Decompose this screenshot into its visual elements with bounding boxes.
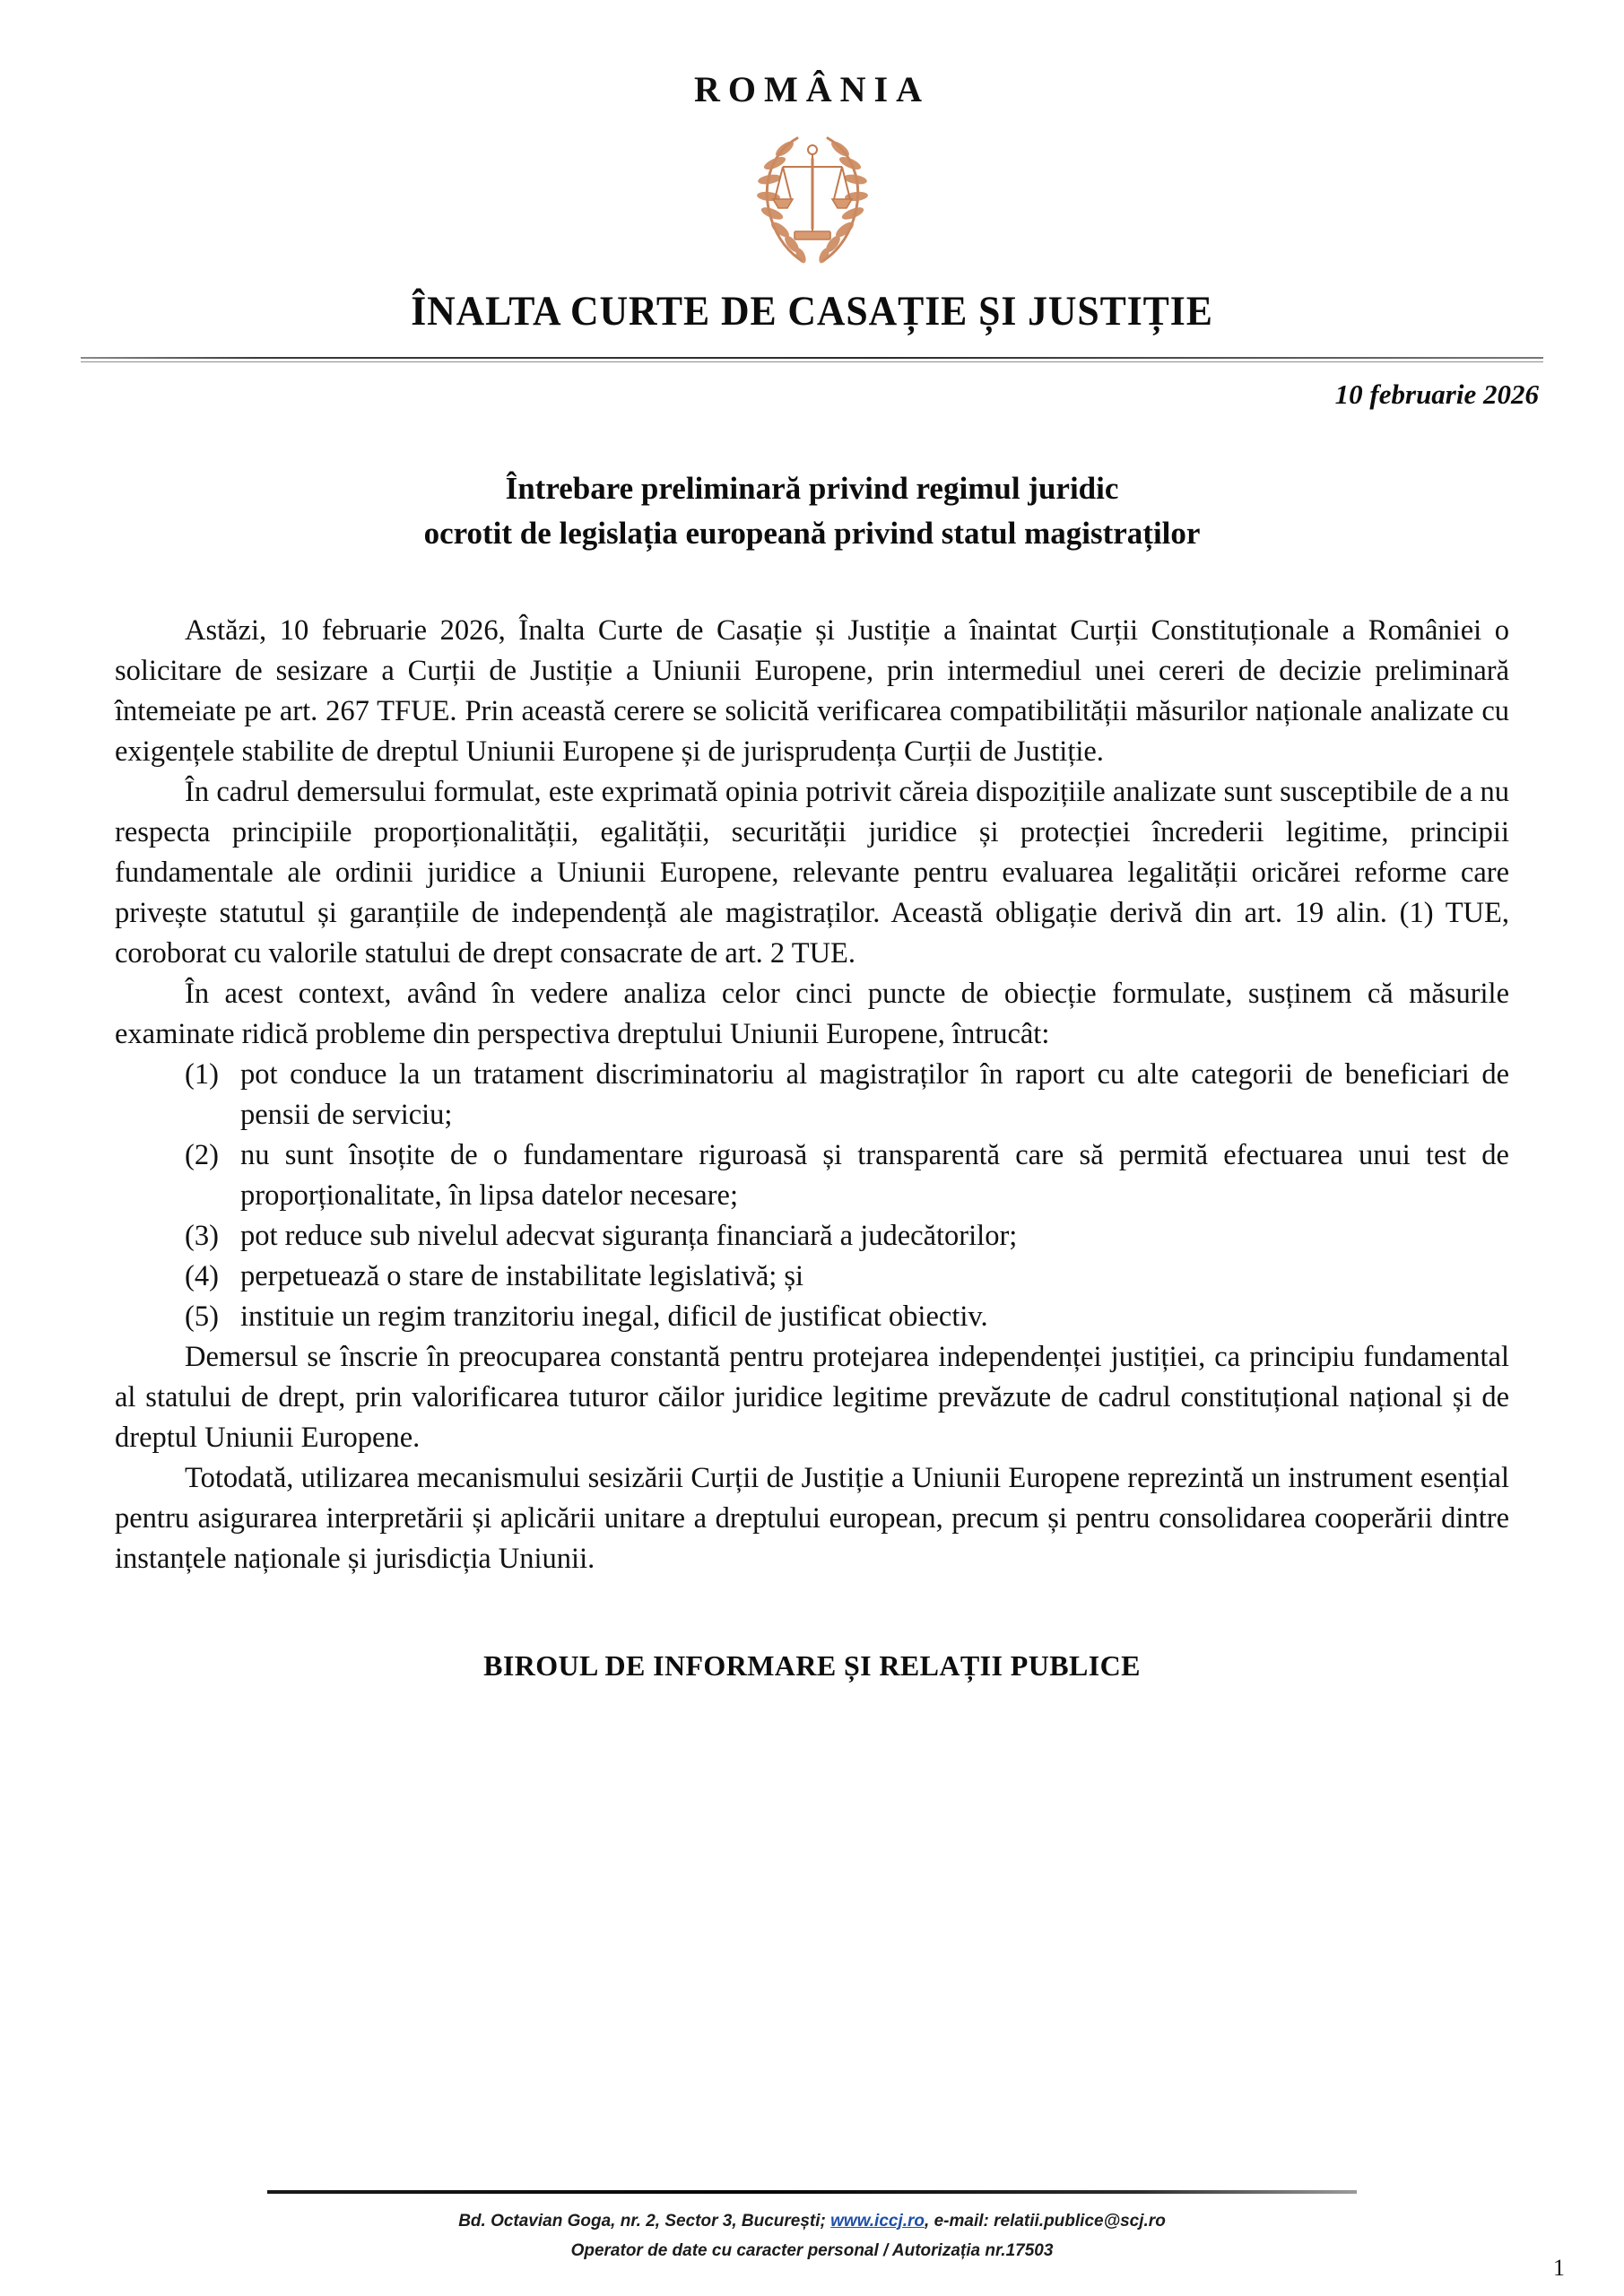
scales-of-justice-laurel-wreath-icon bbox=[745, 126, 880, 269]
list-item-number: (1) bbox=[185, 1058, 219, 1091]
paragraph-3: În acest context, având în vedere analiza celor cinci puncte de obiecție formulate, susținem că măsurile examinate ridică probleme din perspectiva dreptului Uniunii Europene, întrucât: bbox=[115, 978, 1509, 1051]
institution-title: ÎNALTA CURTE DE CASAȚIE ȘI JUSTIȚIE bbox=[411, 288, 1213, 335]
list-item-text: pot conduce la un tratament discriminatoriu al magistraților în raport cu alte categorii de beneficiari de pensii de serviciu; bbox=[240, 1058, 1509, 1132]
list-item-text: nu sunt însoțite de o fundamentare riguroasă și transparentă care să permită efectuarea unui test de proporționalitate, în lipsa datelor necesare; bbox=[240, 1139, 1509, 1213]
list-item-number: (5) bbox=[185, 1300, 219, 1334]
signoff-office: BIROUL DE INFORMARE ȘI RELAȚII PUBLICE bbox=[483, 1649, 1141, 1683]
list-item bbox=[185, 1297, 1509, 1337]
page-footer bbox=[0, 2190, 1624, 2266]
document-body bbox=[115, 611, 1509, 1579]
list-item-text: perpetuează o stare de instabilitate legislativă; și bbox=[240, 1260, 804, 1293]
paragraph-1: Astăzi, 10 februarie 2026, Înalta Curte de Casație și Justiție a înaintat Curții Constituționale a României o solicitare de sesizare a Curții de Justiție a Uniunii Europene, prin intermediul unei cereri de decizie preliminară întemeiate pe art. 267 TFUE. Prin această cerere se solicită verificarea compatibilității măsurilor naționale analizate cu exigențele stabilite de dreptul Uniunii Europene și de jurisprudența Curții de Justiție. bbox=[115, 614, 1509, 769]
paragraph-2: În cadrul demersului formulat, este exprimată opinia potrivit căreia dispozițiile analizate sunt susceptibile de a nu respecta principiile proporționalității, egalității, securității juridice și protecției încrederii legitime, principii fundamentale ale ordinii juridice a Uniunii Europene, relevante pentru evaluarea legalității oricărei reforme care privește statutul și garanțiile de independență ale magistraților. Această obligație derivă din art. 19 alin. (1) TUE, coroborat cu valorile statului de drept consacrate de art. 2 TUE. bbox=[115, 776, 1509, 970]
objection-list bbox=[115, 1055, 1509, 1337]
paragraph-5: Totodată, utilizarea mecanismului sesizării Curții de Justiție a Uniunii Europene reprezintă un instrument esențial pentru asigurarea interpretării și aplicării unitare a dreptului european, precum și pentru consolidarea cooperării dintre instanțele naționale și jurisdicția Uniunii. bbox=[115, 1462, 1509, 1576]
website-link[interactable]: www.iccj.ro bbox=[830, 2211, 925, 2231]
list-item bbox=[185, 1257, 1509, 1297]
paragraph-4: Demersul se înscrie în preocuparea constantă pentru protejarea independenței justiției, ca principiu fundamental al statului de drept, prin valorificarea tuturor căilor juridice legitime prevăzute de cadrul constituțional național și de dreptul Uniunii Europene. bbox=[115, 1341, 1509, 1455]
list-item-number: (2) bbox=[185, 1139, 219, 1172]
list-item-number: (3) bbox=[185, 1220, 219, 1253]
document-date: 10 februarie 2026 bbox=[1334, 378, 1539, 410]
list-item bbox=[185, 1216, 1509, 1257]
country-name: ROMÂNIA bbox=[694, 69, 930, 109]
footer-address-line bbox=[0, 2206, 1624, 2236]
footer-divider bbox=[267, 2190, 1357, 2194]
list-item-number: (4) bbox=[185, 1260, 219, 1293]
footer-address-before: Bd. Octavian Goga, nr. 2, Sector 3, București; bbox=[458, 2211, 831, 2231]
footer-operator-line: Operator de date cu caracter personal / Autorizația nr.17503 bbox=[570, 2240, 1054, 2260]
list-item bbox=[185, 1055, 1509, 1135]
list-item bbox=[185, 1135, 1509, 1216]
footer-contact bbox=[0, 2206, 1624, 2266]
list-item-text: instituie un regim tranzitoriu inegal, dificil de justificat obiectiv. bbox=[240, 1300, 988, 1334]
document-title-line-1: Întrebare preliminară privind regimul juridic bbox=[505, 471, 1119, 506]
page-number: 1 bbox=[1553, 2255, 1565, 2281]
document-title bbox=[179, 466, 1445, 555]
header-divider bbox=[81, 357, 1543, 362]
list-item-text: pot reduce sub nivelul adecvat siguranța financiară a judecătorilor; bbox=[240, 1220, 1018, 1253]
footer-address-after: , e-mail: relatii.publice@scj.ro bbox=[925, 2211, 1166, 2231]
document-title-line-2: ocrotit de legislația europeană privind statul magistraților bbox=[423, 515, 1201, 551]
emblem-container bbox=[0, 126, 1624, 269]
